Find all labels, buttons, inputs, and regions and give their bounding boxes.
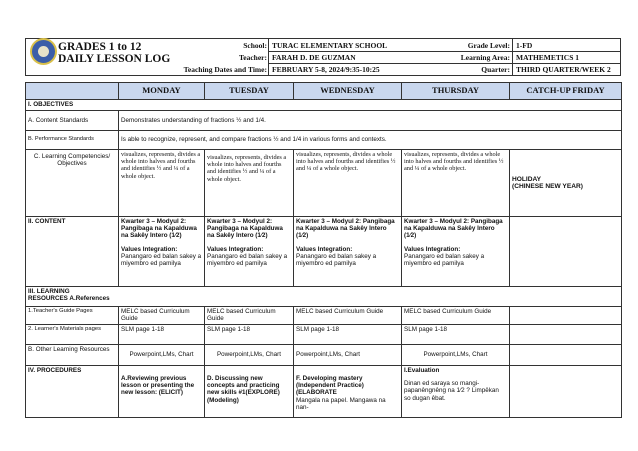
objectives-heading-row: [26, 100, 622, 111]
procedure-thursday-text: Dinan ed saraya so mangi-papanêngnêng na 1⁄2 ? Limpêkan so dugan êbat.: [404, 380, 499, 402]
procedures-heading: IV. PROCEDURES: [26, 366, 119, 418]
teacher-value: FARAH D. DE GUZMAN: [272, 53, 356, 62]
dll-title: [58, 41, 170, 65]
values-integration-text: Panangaro ed balan sakey a miyembro ed pamilya: [207, 252, 288, 268]
teachers-guide-tuesday: MELC based Curriculum Guide: [205, 307, 294, 325]
competency-monday: visualizes, represents, divides a whole into halves and fourths and identifies ½ and ¼ of a whole object.: [119, 150, 205, 217]
other-resources-friday: [510, 345, 622, 366]
dates-value: FEBRUARY 5-8, 2024/9:35-10:25: [272, 65, 380, 74]
content-friday: [510, 217, 622, 287]
teacher-label: Teacher:: [238, 53, 267, 62]
competencies-label: C. Learning Competencies/ Objectives: [26, 150, 119, 217]
content-standards-row: [26, 111, 622, 131]
procedure-monday: A.Reviewing previous lesson or presenting the new lesson: (ELICIT): [119, 366, 205, 418]
learners-materials-friday: [510, 325, 622, 345]
deped-seal-icon: [30, 38, 57, 65]
teachers-guide-monday: MELC based Curriculum Guide: [119, 307, 205, 325]
area-label: Learning Area:: [460, 53, 510, 62]
content-row: [26, 217, 622, 287]
values-integration-label: Values Integration:: [207, 245, 264, 253]
other-resources-thursday: Powerpoint,LMs, Chart: [402, 345, 510, 366]
day-header-row: [26, 83, 622, 100]
other-resources-monday: Powerpoint,LMs, Chart: [119, 345, 205, 366]
content-title: Kwarter 3 – Modyul 2: Pangibaga na Kapalduwa na Sakêy Intero (1⁄2): [121, 218, 197, 240]
procedure-thursday: [402, 366, 510, 418]
content-standards-label: A. Content Standards: [26, 111, 119, 131]
objectives-heading: I. OBJECTIVES: [26, 100, 622, 111]
resources-heading-line1: III. LEARNING: [28, 288, 70, 295]
values-integration-label: Values Integration:: [121, 245, 178, 253]
teachers-guide-thursday: MELC based Curriculum Guide: [402, 307, 510, 325]
resources-heading-row: [26, 287, 622, 307]
values-integration-label: Values Integration:: [296, 245, 353, 253]
competency-wednesday: visualizes, represents, divides a whole into halves and fourths and identifies ½ and ¼ of a whole object.: [294, 150, 402, 217]
procedure-thursday-title: I.Evaluation: [404, 367, 440, 374]
other-resources-wednesday: Powerpoint,LMs, Chart: [294, 345, 402, 366]
content-tuesday: [205, 217, 294, 287]
school-label: School:: [243, 41, 267, 50]
content-wednesday: [294, 217, 402, 287]
teachers-guide-row: [26, 307, 622, 325]
holiday-label: HOLIDAY: [512, 175, 542, 183]
content-monday: [119, 217, 205, 287]
school-value: TURAC ELEMENTARY SCHOOL: [272, 41, 388, 50]
procedure-wednesday-text: Mangala na papel. Mangawa na nan-: [296, 396, 386, 411]
other-resources-tuesday: Powerpoint,LMs, Chart: [205, 345, 294, 366]
area-value: MATHEMETICS 1: [516, 53, 579, 62]
content-thursday: [402, 217, 510, 287]
learners-materials-tuesday: SLM page 1-18: [205, 325, 294, 345]
procedure-tuesday: D. Discussing new concepts and practicing new skills #1(EXPLORE) (Modeling): [205, 366, 294, 418]
values-integration-text: Panangaro ed balan sakey a miyembro ed pamilya: [296, 252, 377, 268]
content-standards-value: Demonstrates understanding of fractions ½ and 1/4.: [119, 111, 622, 131]
quarter-label: Quarter:: [481, 65, 510, 74]
content-title: Kwarter 3 – Modyul 2: Pangibaga na Kapalduwa na Sakêy Intero (1⁄2): [404, 218, 503, 240]
learners-materials-row: [26, 325, 622, 345]
procedures-row: [26, 366, 622, 418]
day-header-monday: MONDAY: [119, 83, 205, 100]
teachers-guide-label: 1.Teacher's Guide Pages: [26, 307, 119, 325]
other-resources-row: [26, 345, 622, 366]
performance-standards-row: [26, 131, 622, 150]
procedure-wednesday: [294, 366, 402, 418]
quarter-value: THIRD QUARTER/WEEK 2: [516, 65, 611, 74]
dll-title-line2: DAILY LESSON LOG: [58, 53, 171, 65]
content-heading: II. CONTENT: [26, 217, 119, 287]
performance-standards-label: B. Performance Standards: [26, 131, 119, 150]
values-integration-text: Panangaro ed balan sakey a miyembro ed pamilya: [404, 252, 485, 268]
learners-materials-monday: SLM page 1-18: [119, 325, 205, 345]
dll-title-line1: GRADES 1 to 12: [58, 41, 142, 53]
corner-cell: [26, 83, 119, 100]
holiday-reason: (CHINESE NEW YEAR): [512, 183, 583, 190]
learners-materials-thursday: SLM page 1-18: [402, 325, 510, 345]
grade-value: 1-FD: [516, 41, 533, 50]
resources-heading: [26, 287, 622, 307]
competencies-row: [26, 150, 622, 217]
procedure-friday: [510, 366, 622, 418]
holiday-cell: [510, 150, 622, 217]
content-title: Kwarter 3 – Modyul 2: Pangibaga na Kapalduwa na Sakêy Intero (1⁄2): [296, 218, 395, 240]
lesson-log-table: [25, 82, 622, 418]
performance-standards-value: Is able to recognize, represent, and compare fractions ½ and 1/4 in various forms and contexts.: [119, 131, 622, 150]
day-header-wednesday: WEDNESDAY: [294, 83, 402, 100]
teachers-guide-wednesday: MELC based Curriculum Guide: [294, 307, 402, 325]
values-integration-label: Values Integration:: [404, 245, 461, 253]
content-title: Kwarter 3 – Modyul 2: Pangibaga na Kapalduwa na Sakêy Intero (1⁄2): [207, 218, 283, 240]
resources-heading-line2: RESOURCES A.References: [28, 295, 110, 303]
procedure-wednesday-title: F. Developing mastery (Independent Practice)(ELABORATE: [296, 375, 364, 397]
day-header-thursday: THURSDAY: [402, 83, 510, 100]
day-header-tuesday: TUESDAY: [205, 83, 294, 100]
grade-label: Grade Level:: [467, 41, 510, 50]
values-integration-text: Panangaro ed balan sakey a miyembro ed pamilya: [121, 252, 202, 268]
competency-thursday: visualizes, represents, divides a whole into halves and fourths and identifies ½ and ¼ of a whole object.: [402, 150, 510, 217]
other-resources-label: B. Other Learning Resources: [26, 345, 119, 366]
competency-tuesday: visualizes, represents, divides a whole into halves and fourths and identifies ½ and ¼ of a whole object.: [205, 150, 294, 217]
dates-label: Teaching Dates and Time:: [183, 65, 267, 74]
learners-materials-label: 2. Learner's Materials pages: [26, 325, 119, 345]
day-header-friday: CATCH-UP FRIDAY: [510, 83, 622, 100]
teachers-guide-friday: [510, 307, 622, 325]
learners-materials-wednesday: SLM page 1-18: [294, 325, 402, 345]
